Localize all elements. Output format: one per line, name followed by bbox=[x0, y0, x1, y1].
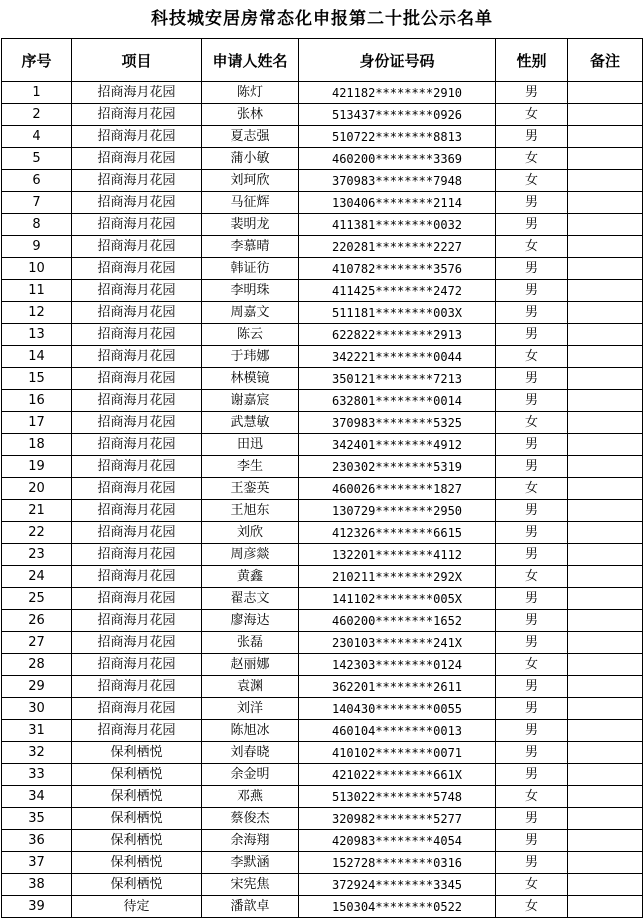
cell-remark bbox=[568, 610, 643, 632]
table-row bbox=[2, 852, 643, 874]
cell-id-number: 350121********7213 bbox=[299, 368, 496, 390]
cell-project: 招商海月花园 bbox=[72, 610, 202, 632]
cell-project: 招商海月花园 bbox=[72, 720, 202, 742]
table-row bbox=[2, 808, 643, 830]
cell-no: 2 bbox=[2, 104, 72, 126]
cell-gender: 女 bbox=[496, 170, 568, 192]
cell-project: 招商海月花园 bbox=[72, 346, 202, 368]
cell-remark bbox=[568, 390, 643, 412]
cell-gender: 男 bbox=[496, 830, 568, 852]
cell-project: 招商海月花园 bbox=[72, 500, 202, 522]
cell-applicant-name: 翟志文 bbox=[202, 588, 299, 610]
cell-gender: 男 bbox=[496, 610, 568, 632]
cell-remark bbox=[568, 874, 643, 896]
table-row bbox=[2, 544, 643, 566]
cell-id-number: 210211********292X bbox=[299, 566, 496, 588]
cell-no: 11 bbox=[2, 280, 72, 302]
cell-no: 1 bbox=[2, 82, 72, 104]
cell-project: 招商海月花园 bbox=[72, 148, 202, 170]
cell-id-number: 411381********0032 bbox=[299, 214, 496, 236]
table-row bbox=[2, 192, 643, 214]
cell-gender: 女 bbox=[496, 412, 568, 434]
cell-gender: 男 bbox=[496, 368, 568, 390]
cell-applicant-name: 刘珂欣 bbox=[202, 170, 299, 192]
table-row bbox=[2, 742, 643, 764]
cell-no: 14 bbox=[2, 346, 72, 368]
cell-gender: 男 bbox=[496, 126, 568, 148]
cell-gender: 女 bbox=[496, 566, 568, 588]
cell-applicant-name: 黄鑫 bbox=[202, 566, 299, 588]
cell-remark bbox=[568, 566, 643, 588]
cell-id-number: 320982********5277 bbox=[299, 808, 496, 830]
cell-gender: 女 bbox=[496, 148, 568, 170]
cell-applicant-name: 王銮英 bbox=[202, 478, 299, 500]
cell-id-number: 141102********005X bbox=[299, 588, 496, 610]
cell-applicant-name: 武慧敏 bbox=[202, 412, 299, 434]
cell-id-number: 142303********0124 bbox=[299, 654, 496, 676]
table-row bbox=[2, 148, 643, 170]
table-row bbox=[2, 104, 643, 126]
cell-no: 10 bbox=[2, 258, 72, 280]
cell-gender: 男 bbox=[496, 192, 568, 214]
cell-id-number: 342401********4912 bbox=[299, 434, 496, 456]
table-row bbox=[2, 302, 643, 324]
cell-gender: 女 bbox=[496, 478, 568, 500]
cell-remark bbox=[568, 82, 643, 104]
cell-project: 招商海月花园 bbox=[72, 258, 202, 280]
cell-remark bbox=[568, 676, 643, 698]
cell-applicant-name: 蔡俊杰 bbox=[202, 808, 299, 830]
cell-gender: 女 bbox=[496, 104, 568, 126]
cell-no: 38 bbox=[2, 874, 72, 896]
cell-id-number: 372924********3345 bbox=[299, 874, 496, 896]
cell-project: 待定 bbox=[72, 896, 202, 918]
cell-remark bbox=[568, 368, 643, 390]
cell-applicant-name: 于玮娜 bbox=[202, 346, 299, 368]
cell-id-number: 230103********241X bbox=[299, 632, 496, 654]
cell-no: 33 bbox=[2, 764, 72, 786]
cell-gender: 男 bbox=[496, 808, 568, 830]
cell-remark bbox=[568, 412, 643, 434]
cell-remark bbox=[568, 214, 643, 236]
table-row bbox=[2, 500, 643, 522]
cell-id-number: 150304********0522 bbox=[299, 896, 496, 918]
table-row bbox=[2, 522, 643, 544]
cell-remark bbox=[568, 346, 643, 368]
cell-project: 招商海月花园 bbox=[72, 170, 202, 192]
cell-gender: 男 bbox=[496, 698, 568, 720]
cell-gender: 男 bbox=[496, 764, 568, 786]
table-header-row bbox=[2, 39, 643, 82]
cell-remark bbox=[568, 852, 643, 874]
table-row bbox=[2, 368, 643, 390]
cell-project: 招商海月花园 bbox=[72, 676, 202, 698]
cell-applicant-name: 陈灯 bbox=[202, 82, 299, 104]
cell-remark bbox=[568, 522, 643, 544]
cell-remark bbox=[568, 434, 643, 456]
cell-id-number: 513022********5748 bbox=[299, 786, 496, 808]
cell-remark bbox=[568, 126, 643, 148]
cell-remark bbox=[568, 764, 643, 786]
cell-no: 6 bbox=[2, 170, 72, 192]
table-row bbox=[2, 610, 643, 632]
cell-project: 保利栖悦 bbox=[72, 852, 202, 874]
cell-no: 18 bbox=[2, 434, 72, 456]
cell-project: 招商海月花园 bbox=[72, 654, 202, 676]
cell-id-number: 130729********2950 bbox=[299, 500, 496, 522]
cell-no: 7 bbox=[2, 192, 72, 214]
cell-applicant-name: 周彦燚 bbox=[202, 544, 299, 566]
cell-remark bbox=[568, 786, 643, 808]
cell-gender: 男 bbox=[496, 434, 568, 456]
cell-gender: 男 bbox=[496, 214, 568, 236]
cell-project: 招商海月花园 bbox=[72, 456, 202, 478]
cell-gender: 男 bbox=[496, 676, 568, 698]
cell-no: 24 bbox=[2, 566, 72, 588]
table-row bbox=[2, 434, 643, 456]
cell-remark bbox=[568, 808, 643, 830]
cell-project: 招商海月花园 bbox=[72, 280, 202, 302]
cell-no: 19 bbox=[2, 456, 72, 478]
cell-remark bbox=[568, 698, 643, 720]
cell-gender: 女 bbox=[496, 236, 568, 258]
cell-gender: 女 bbox=[496, 654, 568, 676]
cell-applicant-name: 马征辉 bbox=[202, 192, 299, 214]
table-row bbox=[2, 170, 643, 192]
cell-no: 37 bbox=[2, 852, 72, 874]
cell-remark bbox=[568, 654, 643, 676]
cell-gender: 女 bbox=[496, 786, 568, 808]
cell-gender: 男 bbox=[496, 522, 568, 544]
cell-remark bbox=[568, 104, 643, 126]
cell-project: 招商海月花园 bbox=[72, 632, 202, 654]
cell-applicant-name: 李明珠 bbox=[202, 280, 299, 302]
cell-applicant-name: 邓燕 bbox=[202, 786, 299, 808]
table-row bbox=[2, 720, 643, 742]
cell-project: 招商海月花园 bbox=[72, 588, 202, 610]
table-row bbox=[2, 236, 643, 258]
cell-gender: 男 bbox=[496, 324, 568, 346]
cell-project: 招商海月花园 bbox=[72, 324, 202, 346]
cell-project: 招商海月花园 bbox=[72, 478, 202, 500]
cell-gender: 男 bbox=[496, 280, 568, 302]
cell-gender: 男 bbox=[496, 500, 568, 522]
cell-id-number: 421022********661X bbox=[299, 764, 496, 786]
cell-no: 5 bbox=[2, 148, 72, 170]
cell-applicant-name: 裴明龙 bbox=[202, 214, 299, 236]
cell-no: 23 bbox=[2, 544, 72, 566]
cell-remark bbox=[568, 632, 643, 654]
header-gender: 性别 bbox=[496, 39, 568, 82]
cell-id-number: 460200********3369 bbox=[299, 148, 496, 170]
cell-id-number: 460104********0013 bbox=[299, 720, 496, 742]
cell-no: 32 bbox=[2, 742, 72, 764]
cell-id-number: 420983********4054 bbox=[299, 830, 496, 852]
cell-applicant-name: 赵丽娜 bbox=[202, 654, 299, 676]
cell-remark bbox=[568, 236, 643, 258]
cell-remark bbox=[568, 324, 643, 346]
cell-gender: 男 bbox=[496, 390, 568, 412]
cell-remark bbox=[568, 456, 643, 478]
cell-project: 保利栖悦 bbox=[72, 830, 202, 852]
table-row bbox=[2, 632, 643, 654]
cell-project: 招商海月花园 bbox=[72, 368, 202, 390]
header-id: 身份证号码 bbox=[299, 39, 496, 82]
table-row bbox=[2, 412, 643, 434]
cell-remark bbox=[568, 148, 643, 170]
cell-id-number: 513437********0926 bbox=[299, 104, 496, 126]
cell-gender: 男 bbox=[496, 632, 568, 654]
cell-id-number: 370983********7948 bbox=[299, 170, 496, 192]
table-row bbox=[2, 390, 643, 412]
cell-gender: 女 bbox=[496, 346, 568, 368]
cell-remark bbox=[568, 588, 643, 610]
cell-project: 保利栖悦 bbox=[72, 786, 202, 808]
cell-applicant-name: 谢嘉宸 bbox=[202, 390, 299, 412]
cell-id-number: 132201********4112 bbox=[299, 544, 496, 566]
cell-gender: 男 bbox=[496, 588, 568, 610]
cell-remark bbox=[568, 280, 643, 302]
table-row bbox=[2, 566, 643, 588]
cell-remark bbox=[568, 170, 643, 192]
cell-remark bbox=[568, 192, 643, 214]
cell-applicant-name: 张磊 bbox=[202, 632, 299, 654]
cell-id-number: 362201********2611 bbox=[299, 676, 496, 698]
table-row bbox=[2, 456, 643, 478]
cell-remark bbox=[568, 720, 643, 742]
cell-no: 17 bbox=[2, 412, 72, 434]
cell-no: 20 bbox=[2, 478, 72, 500]
cell-no: 31 bbox=[2, 720, 72, 742]
cell-id-number: 152728********0316 bbox=[299, 852, 496, 874]
cell-id-number: 622822********2913 bbox=[299, 324, 496, 346]
cell-gender: 男 bbox=[496, 742, 568, 764]
cell-project: 招商海月花园 bbox=[72, 126, 202, 148]
table-row bbox=[2, 588, 643, 610]
cell-no: 25 bbox=[2, 588, 72, 610]
cell-id-number: 130406********2114 bbox=[299, 192, 496, 214]
cell-project: 招商海月花园 bbox=[72, 522, 202, 544]
cell-applicant-name: 袁渊 bbox=[202, 676, 299, 698]
cell-project: 保利栖悦 bbox=[72, 742, 202, 764]
cell-id-number: 410782********3576 bbox=[299, 258, 496, 280]
cell-id-number: 412326********6615 bbox=[299, 522, 496, 544]
cell-project: 保利栖悦 bbox=[72, 764, 202, 786]
cell-project: 招商海月花园 bbox=[72, 566, 202, 588]
cell-applicant-name: 刘洋 bbox=[202, 698, 299, 720]
cell-applicant-name: 李慕晴 bbox=[202, 236, 299, 258]
table-row bbox=[2, 676, 643, 698]
cell-project: 招商海月花园 bbox=[72, 698, 202, 720]
cell-remark bbox=[568, 302, 643, 324]
cell-no: 30 bbox=[2, 698, 72, 720]
cell-id-number: 220281********2227 bbox=[299, 236, 496, 258]
cell-gender: 女 bbox=[496, 874, 568, 896]
cell-applicant-name: 周嘉文 bbox=[202, 302, 299, 324]
cell-applicant-name: 潘歆卓 bbox=[202, 896, 299, 918]
table-row bbox=[2, 654, 643, 676]
cell-no: 29 bbox=[2, 676, 72, 698]
cell-project: 招商海月花园 bbox=[72, 214, 202, 236]
cell-no: 16 bbox=[2, 390, 72, 412]
document-title: 科技城安居房常态化申报第二十批公示名单 bbox=[151, 9, 493, 29]
cell-applicant-name: 田迅 bbox=[202, 434, 299, 456]
cell-applicant-name: 余金明 bbox=[202, 764, 299, 786]
table-row bbox=[2, 214, 643, 236]
header-name: 申请人姓名 bbox=[202, 39, 299, 82]
cell-project: 招商海月花园 bbox=[72, 104, 202, 126]
cell-no: 35 bbox=[2, 808, 72, 830]
cell-id-number: 510722********8813 bbox=[299, 126, 496, 148]
table-row bbox=[2, 764, 643, 786]
cell-no: 15 bbox=[2, 368, 72, 390]
cell-remark bbox=[568, 478, 643, 500]
cell-no: 22 bbox=[2, 522, 72, 544]
cell-project: 保利栖悦 bbox=[72, 874, 202, 896]
cell-gender: 男 bbox=[496, 720, 568, 742]
cell-project: 招商海月花园 bbox=[72, 236, 202, 258]
cell-applicant-name: 王旭东 bbox=[202, 500, 299, 522]
table-row bbox=[2, 280, 643, 302]
cell-applicant-name: 陈云 bbox=[202, 324, 299, 346]
cell-applicant-name: 宋宪焦 bbox=[202, 874, 299, 896]
cell-applicant-name: 蒲小敏 bbox=[202, 148, 299, 170]
table-row bbox=[2, 896, 643, 918]
cell-no: 21 bbox=[2, 500, 72, 522]
cell-id-number: 632801********0014 bbox=[299, 390, 496, 412]
table-row bbox=[2, 126, 643, 148]
cell-remark bbox=[568, 500, 643, 522]
cell-project: 招商海月花园 bbox=[72, 544, 202, 566]
cell-gender: 男 bbox=[496, 258, 568, 280]
table-body bbox=[2, 82, 643, 918]
cell-project: 招商海月花园 bbox=[72, 192, 202, 214]
cell-remark bbox=[568, 258, 643, 280]
cell-id-number: 140430********0055 bbox=[299, 698, 496, 720]
cell-gender: 男 bbox=[496, 544, 568, 566]
cell-applicant-name: 陈旭冰 bbox=[202, 720, 299, 742]
cell-applicant-name: 夏志强 bbox=[202, 126, 299, 148]
cell-no: 4 bbox=[2, 126, 72, 148]
cell-project: 招商海月花园 bbox=[72, 82, 202, 104]
cell-gender: 女 bbox=[496, 896, 568, 918]
cell-id-number: 421182********2910 bbox=[299, 82, 496, 104]
cell-applicant-name: 李生 bbox=[202, 456, 299, 478]
cell-no: 27 bbox=[2, 632, 72, 654]
cell-project: 招商海月花园 bbox=[72, 412, 202, 434]
cell-project: 招商海月花园 bbox=[72, 390, 202, 412]
cell-applicant-name: 林模镜 bbox=[202, 368, 299, 390]
cell-no: 34 bbox=[2, 786, 72, 808]
cell-gender: 男 bbox=[496, 456, 568, 478]
cell-project: 招商海月花园 bbox=[72, 302, 202, 324]
cell-remark bbox=[568, 830, 643, 852]
cell-id-number: 511181********003X bbox=[299, 302, 496, 324]
cell-no: 26 bbox=[2, 610, 72, 632]
cell-no: 36 bbox=[2, 830, 72, 852]
cell-no: 8 bbox=[2, 214, 72, 236]
table-row bbox=[2, 478, 643, 500]
cell-no: 13 bbox=[2, 324, 72, 346]
table-row bbox=[2, 874, 643, 896]
cell-remark bbox=[568, 896, 643, 918]
cell-applicant-name: 余海翔 bbox=[202, 830, 299, 852]
cell-project: 保利栖悦 bbox=[72, 808, 202, 830]
cell-no: 28 bbox=[2, 654, 72, 676]
cell-applicant-name: 李默涵 bbox=[202, 852, 299, 874]
table-row bbox=[2, 346, 643, 368]
header-project: 项目 bbox=[72, 39, 202, 82]
cell-id-number: 230302********5319 bbox=[299, 456, 496, 478]
cell-remark bbox=[568, 742, 643, 764]
table-row bbox=[2, 698, 643, 720]
cell-applicant-name: 韩证彷 bbox=[202, 258, 299, 280]
table-row bbox=[2, 324, 643, 346]
cell-no: 12 bbox=[2, 302, 72, 324]
cell-id-number: 342221********0044 bbox=[299, 346, 496, 368]
cell-applicant-name: 刘欣 bbox=[202, 522, 299, 544]
cell-gender: 男 bbox=[496, 82, 568, 104]
table-row bbox=[2, 786, 643, 808]
table-row bbox=[2, 258, 643, 280]
header-remark: 备注 bbox=[568, 39, 643, 82]
cell-gender: 男 bbox=[496, 852, 568, 874]
cell-gender: 男 bbox=[496, 302, 568, 324]
header-no: 序号 bbox=[2, 39, 72, 82]
applicant-table bbox=[1, 38, 643, 918]
cell-applicant-name: 张林 bbox=[202, 104, 299, 126]
cell-id-number: 460026********1827 bbox=[299, 478, 496, 500]
cell-no: 39 bbox=[2, 896, 72, 918]
cell-id-number: 410102********0071 bbox=[299, 742, 496, 764]
cell-remark bbox=[568, 544, 643, 566]
cell-no: 9 bbox=[2, 236, 72, 258]
cell-id-number: 411425********2472 bbox=[299, 280, 496, 302]
cell-id-number: 370983********5325 bbox=[299, 412, 496, 434]
table-row bbox=[2, 82, 643, 104]
cell-applicant-name: 刘春晓 bbox=[202, 742, 299, 764]
cell-applicant-name: 廖海达 bbox=[202, 610, 299, 632]
cell-id-number: 460200********1652 bbox=[299, 610, 496, 632]
table-row bbox=[2, 830, 643, 852]
cell-project: 招商海月花园 bbox=[72, 434, 202, 456]
